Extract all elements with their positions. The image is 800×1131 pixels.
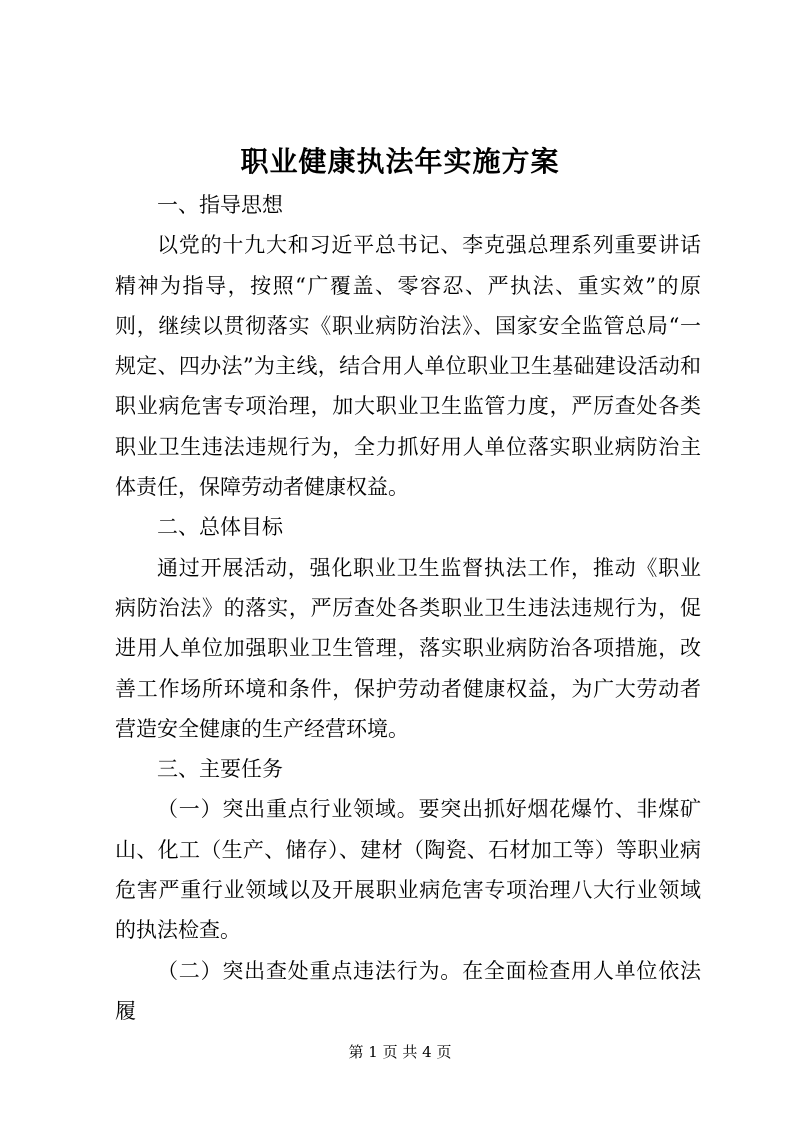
section-heading-overall-goal: 二、总体目标 <box>157 515 283 540</box>
paragraph-guiding-ideology: 以党的十九大和习近平总书记、李克强总理系列重要讲话精神为指导，按照“广覆盖、零容忍、严执法、重实效”的原则，继续以贯彻落实《职业病防治法》、国家安全监管总局“一规定、四办法”为主线，结合用人单位职业卫生基础建设活动和职业病危害专项治理，加大职业卫生监管力度，严厉查处各类职业卫生违法违规行为，全力抓好用人单位落实职业病防治主体责任，保障劳动者健康权益。 <box>115 233 701 500</box>
paragraph-task-2: （二）突出查处重点违法行为。在全面检查用人单位依法履 <box>115 958 701 1023</box>
paragraph-task-1: （一）突出重点行业领域。要突出抓好烟花爆竹、非煤矿山、化工（生产、储存）、建材（陶瓷、石材加工等）等职业病危害严重行业领域以及开展职业病危害专项治理八大行业领域的执法检查。 <box>115 797 701 943</box>
section-heading-main-tasks: 三、主要任务 <box>157 757 283 782</box>
document-title: 职业健康执法年实施方案 <box>240 145 560 178</box>
paragraph-overall-goal: 通过开展活动，强化职业卫生监督执法工作，推动《职业病防治法》的落实，严厉查处各类职业卫生违法违规行为，促进用人单位加强职业卫生管理，落实职业病防治各项措施，改善工作场所环境和条件，保护劳动者健康权益，为广大劳动者营造安全健康的生产经营环境。 <box>115 555 701 741</box>
page-footer: 第 1 页 共 4 页 <box>348 1043 452 1061</box>
section-heading-guiding-ideology: 一、指导思想 <box>157 193 283 217</box>
document-body <box>115 185 701 1031</box>
